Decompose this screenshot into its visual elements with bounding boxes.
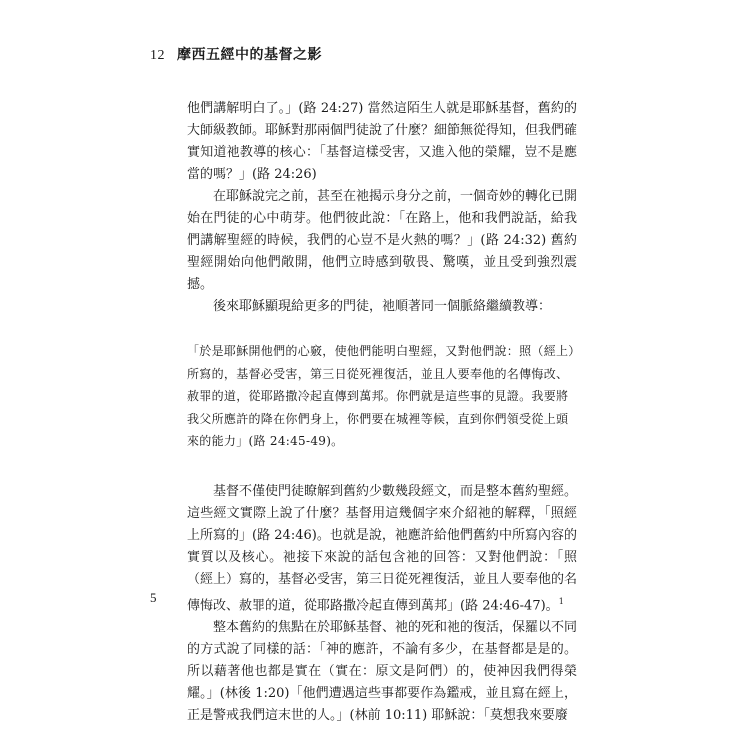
page-number: 12 (150, 48, 165, 63)
paragraph-3: 後來耶穌顯現給更多的門徒，祂順著同一個脈絡繼續教導： (213, 299, 552, 314)
block-quote: 「於是耶穌開他們的心竅，使他們能明白聖經，又對他們說：照（經上）所寫的，基督必受害，第三日從死裡復活，並且人要奉他的名傳悔改、赦罪的道，從耶路撒冷起直傳到萬邦。你們就是這些事的見證。我要將我父所應許的降在你們身上，你們要在城裡等候，直到你們領受從上頭來的能力」(路 24:45-49)。 (187, 344, 575, 448)
paragraph-2: 在耶穌說完之前，甚至在祂揭示身分之前，一個奇妙的轉化已開始在門徒的心中萌芽。他們彼此說：「在路上，他和我們說話，給我們講解聖經的時候，我們的心豈不是火熱的嗎？」(路 24:32) 舊約聖經開始向他們敞開，他們立時感到敬畏、驚嘆，並且受到強烈震撼。 (187, 189, 578, 292)
footnote-marker: 1 (558, 596, 564, 606)
paragraph-4-text: 基督不僅使門徒瞭解到舊約少數幾段經文，而是整本舊約聖經。這些經文實際上說了什麼？基督用這幾個字來介紹祂的解釋，「照經上所寫的」(路 24:46)。也就是說，祂應許給他們舊約中所寫內容的實質以及核心。祂接下來說的話包含祂的回答：又對他們說：「照（經上）寫的，基督必受害，第三日從死裡復活，並且人要奉他的名傳悔改、赦罪的道，從耶路撒冷起直傳到萬邦」(路 24:46-47)。 (187, 483, 578, 613)
margin-line-number: 5 (150, 590, 157, 605)
page-body (187, 98, 577, 727)
paragraph-4 (187, 481, 577, 617)
paragraph-5: 整本舊約的焦點在於耶穌基督、祂的死和祂的復活，保羅以不同的方式說了同樣的話：「神的應許，不論有多少，在基督都是是的。所以藉著他也都是實在（實在：原文是阿們）的，使神因我們得榮耀。」(林後 1:20)「他們遭遇這些事都要作為鑑戒，並且寫在經上，正是警戒我們這末世的人。」(林前 10:11) 耶穌說：「莫想我來要廢 (187, 619, 578, 723)
paragraph-1: 他們講解明白了。」(路 24:27) 當然這陌生人就是耶穌基督，舊約的大師級教師。耶穌對那兩個門徒說了什麼？細節無從得知，但我們確實知道祂教導的核心：「基督這樣受害，又進入他的榮耀，豈不是應當的嗎？」(路 24:26) (187, 101, 578, 182)
page-header (150, 44, 322, 64)
book-title: 摩西五經中的基督之影 (177, 47, 322, 63)
